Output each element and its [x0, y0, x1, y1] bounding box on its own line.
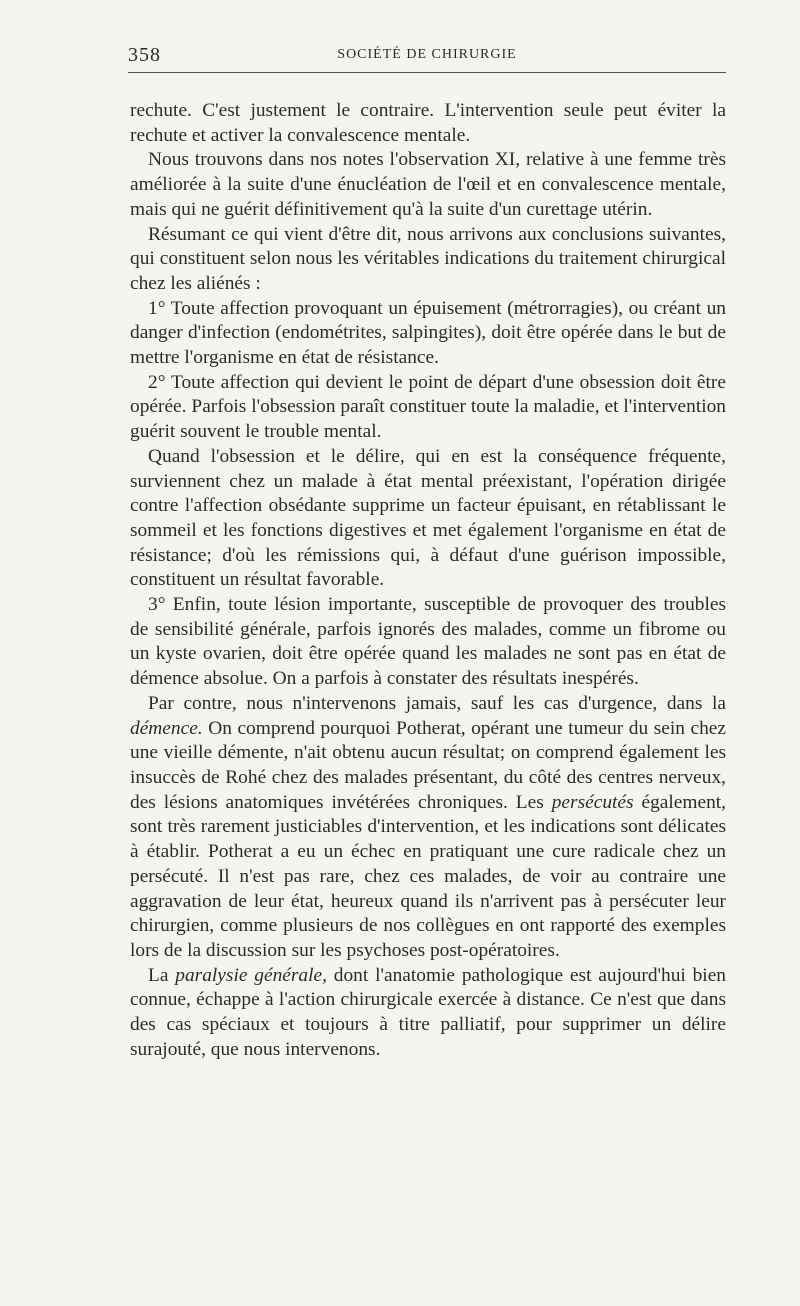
- paragraph-2: Nous trouvons dans nos notes l'observation XI, relative à une femme très améliorée à la suite d'une énucléation de l'œil et en convalescence mentale, mais qui ne guérit définitivement qu'à la suite d'un curettage utérin.: [130, 149, 726, 220]
- body-text: [130, 99, 726, 1062]
- paragraph-8-text-c: également, sont très rarement justiciables d'intervention, et les indications sont délicates à établir. Potherat a eu un échec en pratiquant une cure radicale chez un persécuté. Il n'est pas rare, chez ces malades, de voir au contraire une aggravation de leur état, heureux quand ils n'arrivent pas à persécuter leur chirurgien, comme plusieurs de nos collègues en ont rapporté des exemples lors de la discussion sur les psychoses post-opératoires.: [130, 791, 726, 961]
- paragraph-8-text-b: On comprend pourquoi Potherat, opérant une tumeur du sein chez une vieille démente, n'ait obtenu aucun résultat; on comprend également les insuccès de Rohé chez des malades présentant, du côté des centres nerveux, des lésions anatomiques invétérées chroniques. Les: [130, 717, 726, 813]
- italic-persecutes: persécutés: [551, 791, 634, 813]
- paragraph-8: [130, 692, 726, 964]
- paragraph-5: 2° Toute affection qui devient le point de départ d'une obsession doit être opérée. Parfois l'obsession paraît constituer toute la maladie, et l'intervention guérit souvent le trouble mental.: [130, 371, 726, 443]
- running-title: SOCIÉTÉ DE CHIRURGIE: [337, 47, 517, 62]
- paragraph-9-text-a: La: [148, 964, 176, 986]
- italic-paralysie-generale: paralysie générale,: [175, 964, 327, 986]
- paragraph-6: Quand l'obsession et le délire, qui en est la conséquence fréquente, surviennent chez un malade à état mental préexistant, l'opération dirigée contre l'affection obsédante supprime un facteur épuisant, en rétablissant le sommeil et les fonctions digestives et met également l'organisme en état de résistance; d'où les rémissions qui, à défaut d'une guérison impossible, constituent un résultat favorable.: [130, 445, 726, 591]
- paragraph-8-text-a: Par contre, nous n'intervenons jamais, sauf les cas d'urgence, dans la: [148, 692, 726, 714]
- paragraph-1: rechute. C'est justement le contraire. L'intervention seule peut éviter la rechute et activer la convalescence mentale.: [130, 100, 726, 146]
- page-header: [128, 44, 726, 68]
- italic-demence: démence.: [130, 717, 203, 739]
- paragraph-9: [130, 964, 726, 1063]
- header-rule: [128, 72, 726, 73]
- paragraph-9-text-b: dont l'anatomie pathologique est aujourd'hui bien connue, échappe à l'action chirurgicale exercée à distance. Ce n'est que dans des cas spéciaux et toujours à titre palliatif, pour supprimer un délire surajouté, que nous intervenons.: [130, 964, 726, 1060]
- page-number: 358: [128, 44, 161, 66]
- paragraph-7: 3° Enfin, toute lésion importante, susceptible de provoquer des troubles de sensibilité générale, parfois ignorés des malades, comme un fibrome ou un kyste ovarien, doit être opérée quand les malades ne sont pas en état de démence absolue. On a parfois à constater des résultats inespérés.: [130, 594, 726, 690]
- paragraph-3: Résumant ce qui vient d'être dit, nous arrivons aux conclusions suivantes, qui constituent selon nous les véritables indications du traitement chirurgical chez les aliénés :: [130, 223, 726, 294]
- paragraph-4: 1° Toute affection provoquant un épuisement (métrorragies), ou créant un danger d'infection (endométrites, salpingites), doit être opérée dans le but de mettre l'organisme en état de résistance.: [130, 297, 726, 369]
